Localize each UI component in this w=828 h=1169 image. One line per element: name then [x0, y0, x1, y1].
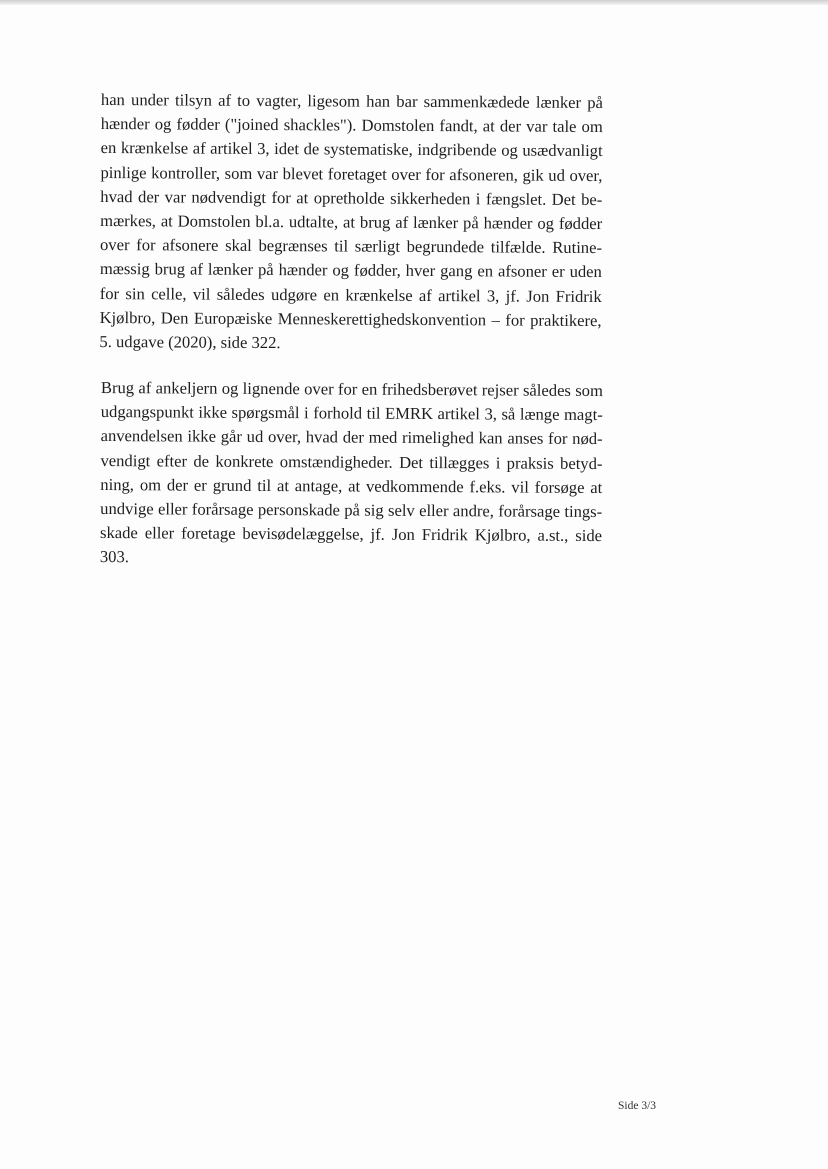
paragraph-line: mærkes, at Domstolen bl.a. udtalte, at brug af lænker på hænder og fødder	[100, 211, 603, 234]
paragraph-line: ning, om der er grund til at antage, at vedkommende f.eks. vil forsøge at	[100, 474, 603, 497]
paragraph-2	[100, 376, 603, 573]
paragraph-line: hænder og fødder ("joined shackles"). Domstolen fandt, at der var tale om	[100, 114, 603, 137]
scan-top-edge	[0, 0, 828, 5]
paragraph-line: vendigt efter de konkrete omstændigheder. Det tillægges i praksis betyd-	[100, 450, 603, 473]
paragraph-line: for sin celle, vil således udgøre en krænkelse af artikel 3, jf. Jon Fridrik	[99, 283, 602, 306]
paragraph-line: han under tilsyn af to vagter, ligesom han bar sammenkædede lænker på	[100, 89, 603, 113]
paragraph-line: 303.	[99, 547, 129, 567]
paragraph-line: skade eller foretage bevisødelæggelse, jf. Jon Fridrik Kjølbro, a.st., side	[99, 523, 603, 546]
paragraph-line: anvendelsen ikke går ud over, hvad der med rimelighed kan anses for nød-	[100, 426, 603, 449]
paragraph-line: mæssig brug af lænker på hænder og fødder, hver gang en afsoner er uden	[99, 259, 602, 282]
paragraph-line: undvige eller forårsage personskade på sig selv eller andre, forårsage tings-	[100, 499, 603, 522]
paragraph-1	[99, 88, 603, 357]
page-number: Side 3/3	[618, 1100, 657, 1112]
paragraph-line: over for afsonere skal begrænses til særligt begrundede tilfælde. Rutine-	[99, 235, 603, 258]
paragraph-line: Kjølbro, Den Europæiske Menneskerettighedskonvention – for praktikere,	[99, 307, 602, 330]
paragraph-line: Brug af ankeljern og lignende over for en frihedsberøvet rejser således som	[100, 377, 603, 401]
paragraph-line: pinlige kontroller, som var blevet foretaget over for afsoneren, gik ud over,	[100, 162, 603, 185]
paragraph-line: udgangspunkt ikke spørgsmål i forhold til EMRK artikel 3, så længe magt-	[100, 402, 603, 425]
paragraph-line: 5. udgave (2020), side 322.	[99, 332, 281, 353]
paragraph-line: hvad der var nødvendigt for at opretholde sikkerheden i fængslet. Det be-	[100, 186, 603, 209]
paragraph-line: en krænkelse af artikel 3, idet de systematiske, indgribende og usædvanligt	[100, 138, 603, 161]
